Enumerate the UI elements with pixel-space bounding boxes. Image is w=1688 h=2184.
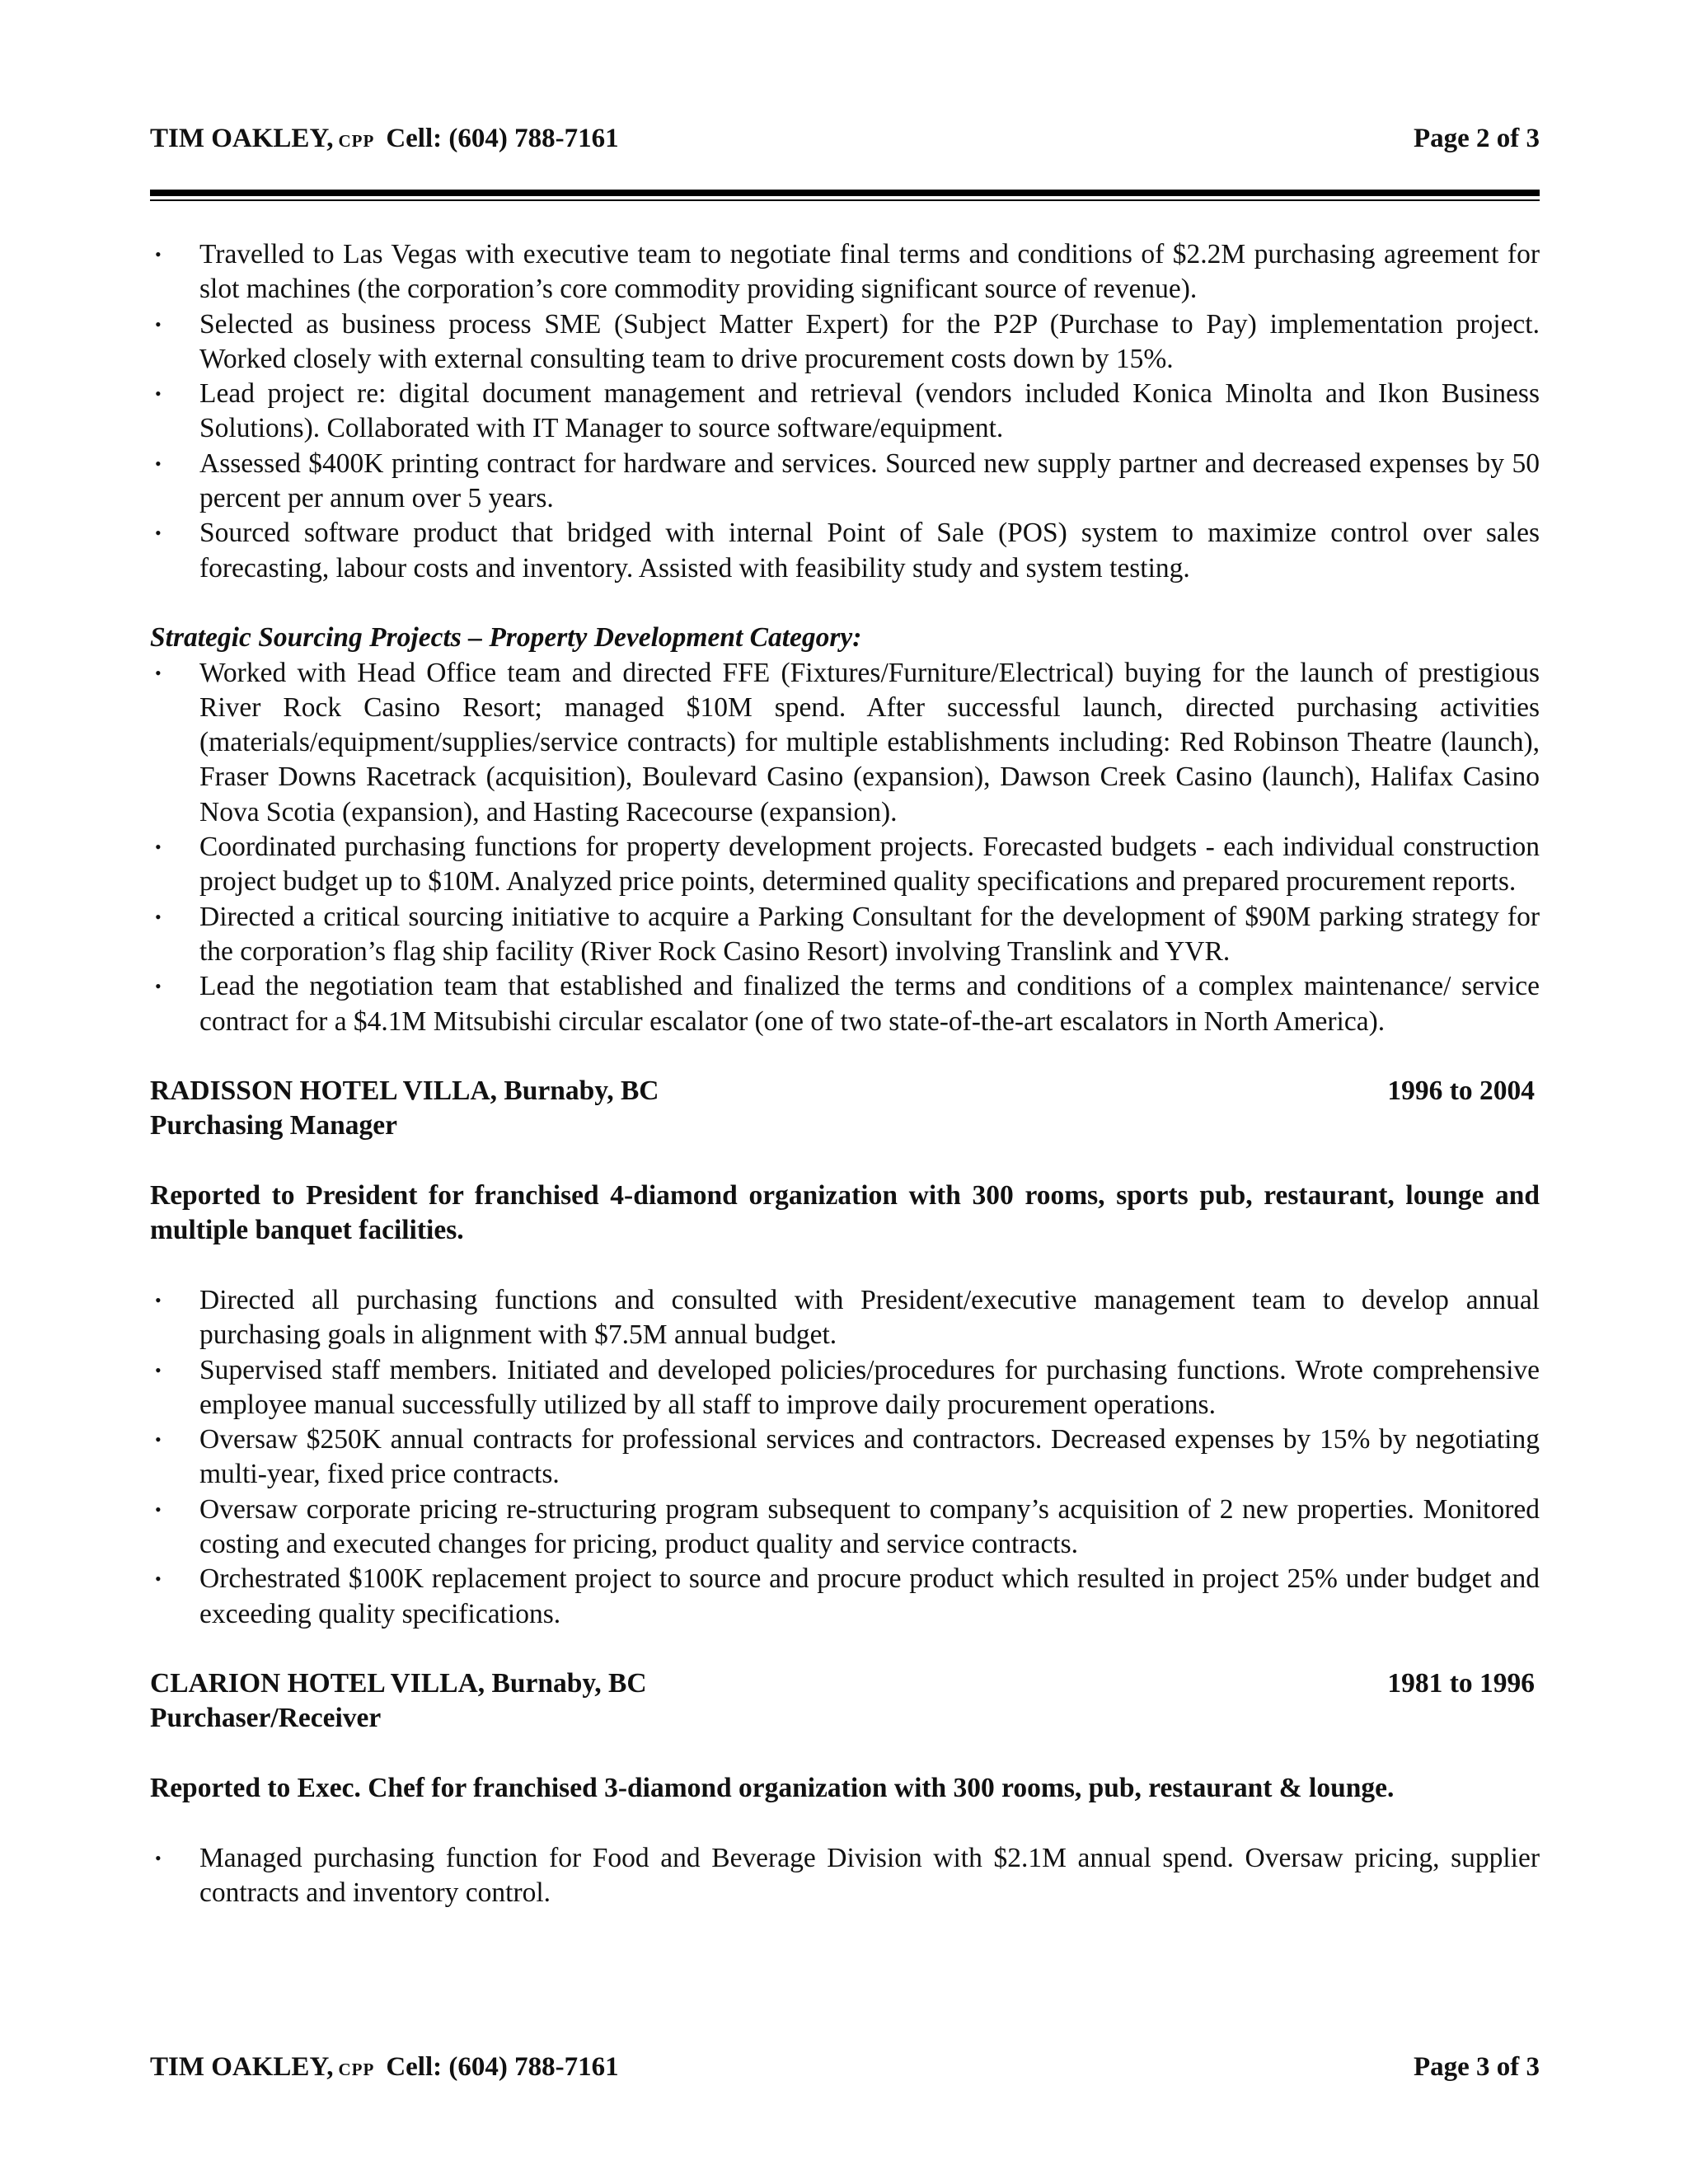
- list-item: [150, 1562, 1540, 1632]
- header-credential: CPP: [338, 131, 375, 151]
- bullet-icon: •: [155, 976, 162, 997]
- employer-row-clarion: [150, 1666, 1540, 1701]
- list-item: [150, 830, 1540, 900]
- employment-dates: 1996 to 2004: [1387, 1076, 1535, 1107]
- header-page-number: Page 2 of 3: [1413, 124, 1540, 153]
- resume-body: [150, 237, 1540, 1910]
- bullet-icon: •: [155, 244, 162, 265]
- list-item: [150, 447, 1540, 517]
- list-item-text: Managed purchasing function for Food and Beverage Division with $2.1M annual spend. Oversaw pricing, supplier contracts and inventory control.: [199, 1842, 1540, 1908]
- list-item: [150, 1493, 1540, 1563]
- list-item-text: Directed a critical sourcing initiative to acquire a Parking Consultant for the development of $90M parking strategy for the corporation’s flag ship facility (River Rock Casino Resort) involving Translink and YVR.: [199, 901, 1540, 967]
- employer-row-radisson: [150, 1074, 1540, 1108]
- reporting-summary: Reported to Exec. Chef for franchised 3-diamond organization with 300 rooms, pub, restaurant & lounge.: [150, 1773, 1395, 1804]
- header-phone: Cell: (604) 788-7161: [386, 2052, 619, 2082]
- bullet-icon: •: [155, 452, 162, 474]
- employer-name: RADISSON HOTEL VILLA, Burnaby, BC: [150, 1076, 659, 1107]
- list-item: [150, 900, 1540, 970]
- list-item: [150, 1283, 1540, 1353]
- job-title: Purchasing Manager: [150, 1110, 397, 1141]
- list-item: [150, 237, 1540, 307]
- bullet-icon: •: [155, 1568, 162, 1590]
- list-item-text: Oversaw $250K annual contracts for professional services and contractors. Decreased expenses by 15% by negotiating multi-year, fixed price contracts.: [199, 1424, 1540, 1490]
- spacer: [150, 1249, 1540, 1283]
- header-identity: [150, 2050, 619, 2086]
- bullet-icon: •: [155, 906, 162, 927]
- header-rule-thick: [150, 190, 1540, 196]
- bullet-list-clarion: [150, 1841, 1540, 1911]
- bullet-icon: •: [155, 1847, 162, 1868]
- header-phone: Cell: (604) 788-7161: [386, 124, 619, 153]
- list-item-text: Lead project re: digital document management and retrieval (vendors included Konica Minolta and Ikon Business Solutions). Collaborated with IT Manager to source software/equipment.: [199, 378, 1540, 444]
- list-item-text: Orchestrated $100K replacement project to source and procure product which resulted in project 25% under budget and exceeding quality specifications.: [199, 1563, 1540, 1629]
- bullet-icon: •: [155, 523, 162, 544]
- bullet-icon: •: [155, 837, 162, 858]
- reporting-summary: Reported to President for franchised 4-diamond organization with 300 rooms, sports pub, restaurant, lounge and multiple banquet facilities.: [150, 1180, 1540, 1246]
- list-item-text: Lead the negotiation team that established and finalized the terms and conditions of a complex maintenance/ service contract for a $4.1M Mitsubishi circular escalator (one of two state-of-the-art escalators in North America).: [199, 971, 1540, 1037]
- next-page-header: [150, 2050, 1540, 2086]
- list-item-text: Travelled to Las Vegas with executive team to negotiate final terms and conditions of $2.2M purchasing agreement for slot machines (the corporation’s core commodity providing significant source of revenue).: [199, 239, 1540, 305]
- bullet-list-continued: [150, 237, 1540, 586]
- page-header: [150, 122, 1540, 157]
- list-item-text: Supervised staff members. Initiated and developed policies/procedures for purchasing functions. Wrote comprehensive employee manual successfully utilized by all staff to improve daily procurement operations.: [199, 1354, 1540, 1420]
- list-item-text: Coordinated purchasing functions for property development projects. Forecasted budgets - each individual construction project budget up to $10M. Analyzed price points, determined quality specifications and prepared procurement reports.: [199, 832, 1540, 898]
- list-item-text: Oversaw corporate pricing re-structuring program subsequent to company’s acquisition of 2 new properties. Monitored costing and executed changes for pricing, product quality and service contracts.: [199, 1493, 1540, 1559]
- bullet-icon: •: [155, 1498, 162, 1520]
- list-item: [150, 969, 1540, 1039]
- bullet-list-radisson: [150, 1283, 1540, 1632]
- header-page-number: Page 3 of 3: [1413, 2052, 1540, 2082]
- employment-dates: 1981 to 1996: [1387, 1668, 1535, 1699]
- list-item-text: Assessed $400K printing contract for hardware and services. Sourced new supply partner and decreased expenses by 50 percent per annum over 5 years.: [199, 448, 1540, 514]
- list-item-text: Sourced software product that bridged with internal Point of Sale (POS) system to maximize control over sales forecasting, labour costs and inventory. Assisted with feasibility study and system testing.: [199, 518, 1540, 583]
- header-name: TIM OAKLEY,: [150, 124, 334, 153]
- list-item: [150, 307, 1540, 377]
- bullet-icon: •: [155, 1429, 162, 1451]
- list-item: [150, 377, 1540, 447]
- bullet-icon: •: [155, 1289, 162, 1310]
- list-item-text: Worked with Head Office team and directed FFE (Fixtures/Furniture/Electrical) buying for the launch of prestigious River Rock Casino Resort; managed $10M spend. After successful launch, directed purchasing activities (materials/equipment/supplies/service contracts) for multiple establishments including: Red Robinson Theatre (launch), Fraser Downs Racetrack (acquisition), Boulevard Casino (expansion), Dawson Creek Casino (launch), Halifax Casino Nova Scotia (expansion), and Hasting Racecourse (expansion).: [199, 657, 1540, 827]
- list-item: [150, 1353, 1540, 1423]
- bullet-icon: •: [155, 383, 162, 405]
- list-item: [150, 1841, 1540, 1911]
- bullet-icon: •: [155, 662, 162, 683]
- list-item-text: Selected as business process SME (Subject Matter Expert) for the P2P (Purchase to Pay) implementation project. Worked closely with external consulting team to drive procurement costs down by 15%.: [199, 308, 1540, 374]
- header-name: TIM OAKLEY,: [150, 2052, 334, 2082]
- header-rule-thin: [150, 199, 1540, 201]
- job-title: Purchaser/Receiver: [150, 1703, 382, 1734]
- list-item: [150, 1422, 1540, 1493]
- header-credential: CPP: [338, 2060, 375, 2079]
- list-item: [150, 656, 1540, 830]
- section-heading-strategic-sourcing: Strategic Sourcing Projects – Property Development Category:: [150, 622, 862, 654]
- list-item: [150, 516, 1540, 586]
- spacer: [150, 1806, 1540, 1840]
- bullet-icon: •: [155, 313, 162, 335]
- list-item-text: Directed all purchasing functions and consulted with President/executive management team to develop annual purchasing goals in alignment with $7.5M annual budget.: [199, 1284, 1540, 1351]
- header-identity: [150, 122, 619, 157]
- employer-name: CLARION HOTEL VILLA, Burnaby, BC: [150, 1668, 647, 1699]
- bullet-list-strategic: [150, 656, 1540, 1039]
- bullet-icon: •: [155, 1359, 162, 1380]
